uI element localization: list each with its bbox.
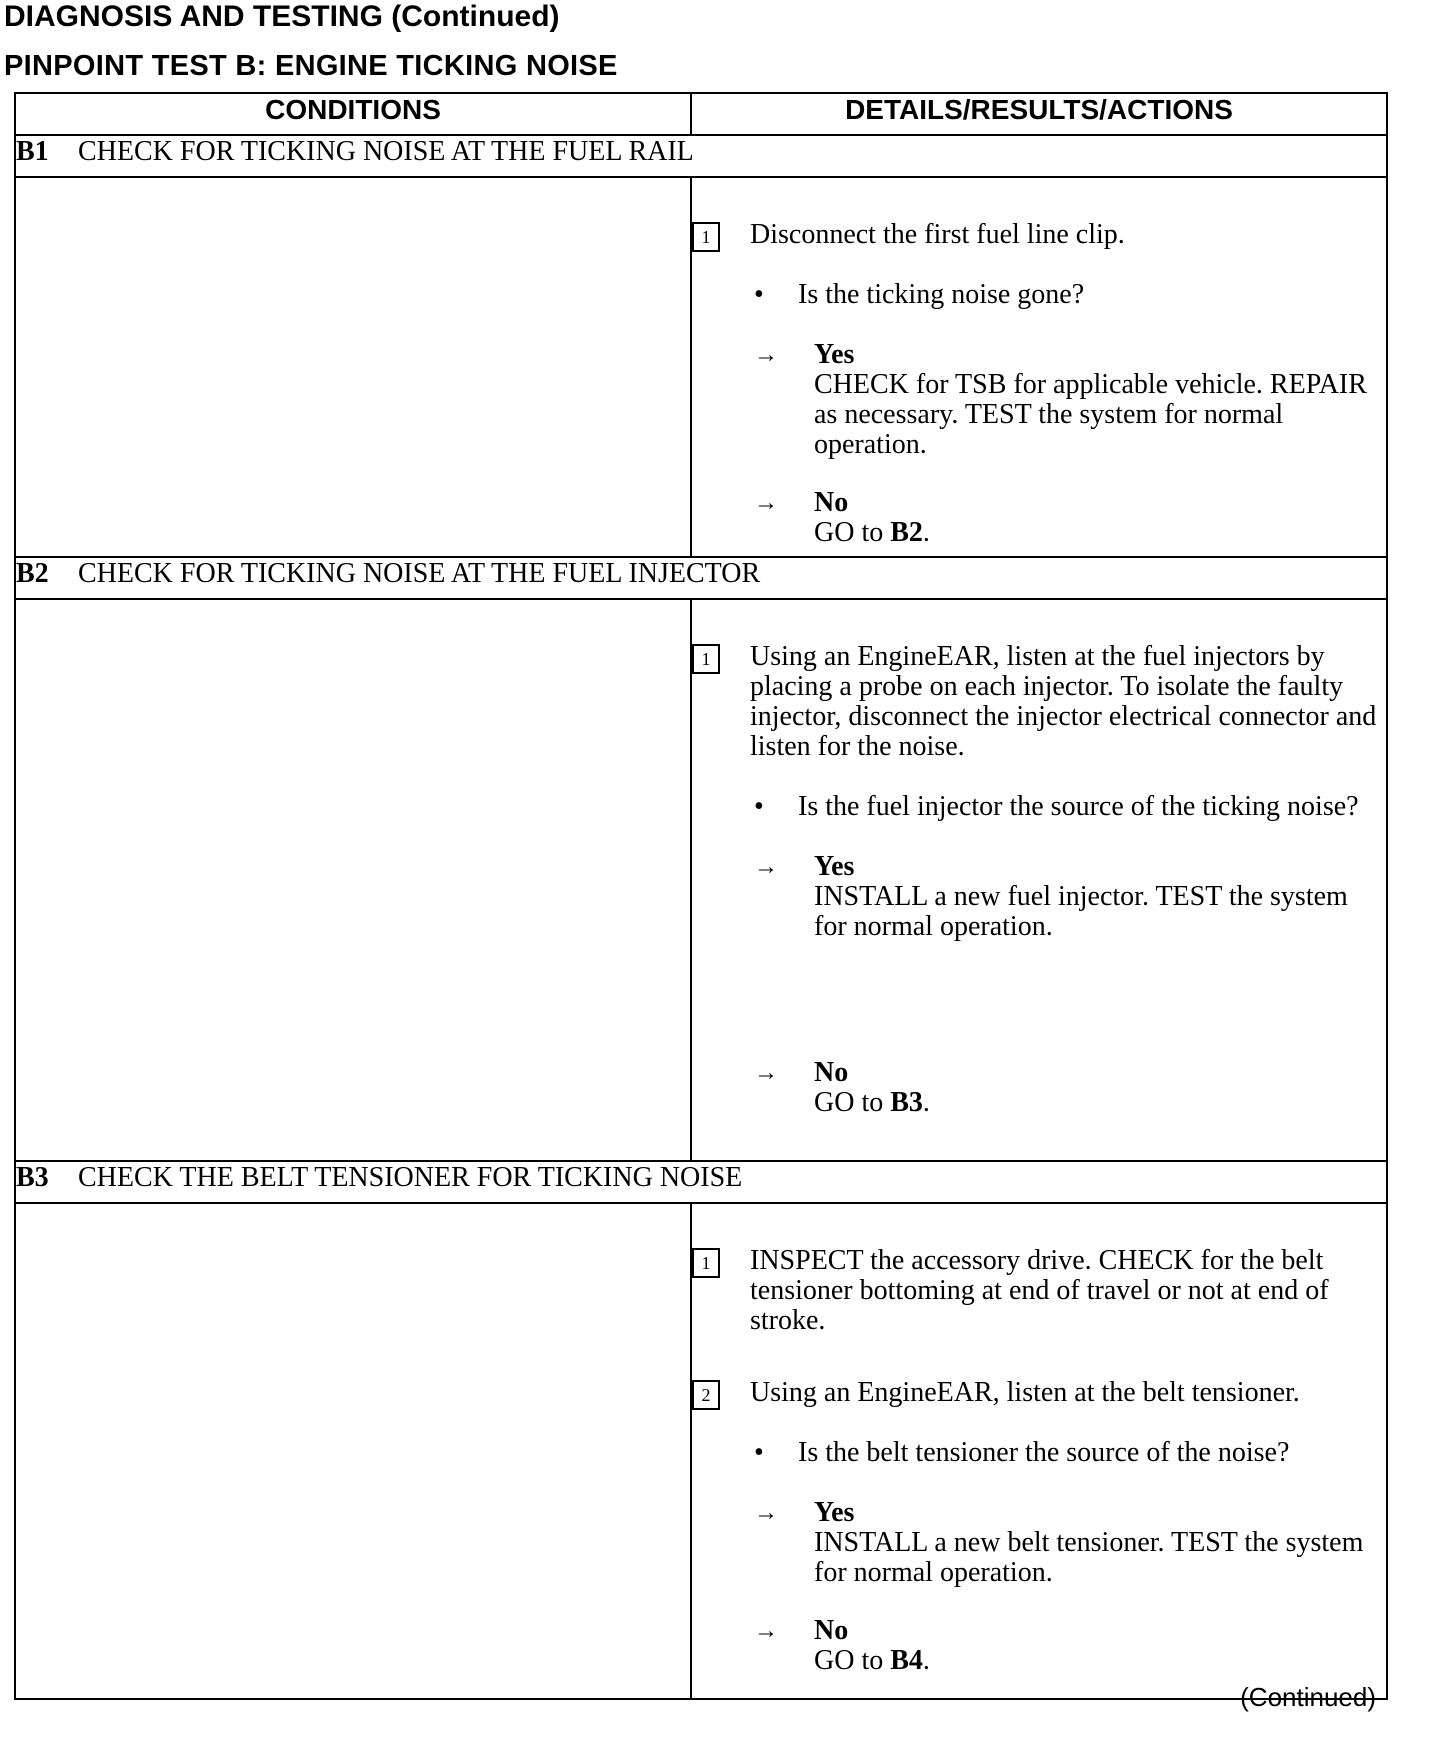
arrow-right-icon: → <box>754 1618 778 1644</box>
step-body-row <box>15 1203 1387 1699</box>
action-step <box>692 642 1386 762</box>
step-number-box: 1 <box>692 644 720 674</box>
no-result <box>692 488 1386 548</box>
no-text-prefix: GO to <box>814 1645 891 1676</box>
action-text: Using an EngineEAR, listen at the belt tensioner. <box>750 1377 1300 1408</box>
step-id: B3 <box>16 1162 49 1193</box>
arrow-right-icon: → <box>754 490 778 516</box>
conditions-header: CONDITIONS <box>15 93 691 135</box>
goto-step-link[interactable]: B2 <box>890 517 923 548</box>
step-number-box: 1 <box>692 1248 720 1278</box>
step-title-text: CHECK FOR TICKING NOISE AT THE FUEL INJECTOR <box>78 558 761 589</box>
bullet-icon: • <box>754 279 764 310</box>
step-id: B2 <box>16 558 49 589</box>
yes-result <box>692 340 1386 460</box>
no-text-prefix: GO to <box>814 517 891 548</box>
goto-step-link[interactable]: B4 <box>890 1645 923 1676</box>
header-row <box>15 93 1387 135</box>
yes-result <box>692 852 1386 942</box>
action-text: Disconnect the first fuel line clip. <box>750 219 1125 250</box>
no-label: No <box>814 1615 849 1646</box>
goto-step-link[interactable]: B3 <box>890 1087 923 1118</box>
conditions-cell <box>15 177 691 557</box>
no-text-suffix: . <box>922 517 930 548</box>
step-number-box: 2 <box>692 1380 720 1410</box>
no-result <box>692 1616 1386 1676</box>
step-body-row <box>15 177 1387 557</box>
bullet-icon: • <box>754 1437 764 1468</box>
arrow-right-icon: → <box>754 1500 778 1526</box>
yes-label: Yes <box>814 851 855 882</box>
step-id: B1 <box>16 136 49 167</box>
yes-label: Yes <box>814 1497 855 1528</box>
test-title: PINPOINT TEST B: ENGINE TICKING NOISE <box>4 50 618 82</box>
no-label: No <box>814 487 849 518</box>
step-number-box: 1 <box>692 222 720 252</box>
no-text-suffix: . <box>922 1645 930 1676</box>
details-header: DETAILS/RESULTS/ACTIONS <box>691 93 1387 135</box>
step-b2-title <box>15 557 1387 599</box>
pinpoint-test-table <box>14 92 1388 1700</box>
details-cell <box>691 177 1387 557</box>
no-result <box>692 1058 1386 1118</box>
step-b3-title <box>15 1161 1387 1203</box>
action-text: Using an EngineEAR, listen at the fuel injectors by placing a probe on each injector. To isolate the faulty injector, disconnect the injector electrical connector and listen for the noise. <box>750 641 1377 762</box>
section-title: DIAGNOSIS AND TESTING (Continued) <box>4 0 560 33</box>
yes-text: CHECK for TSB for applicable vehicle. REPAIR as necessary. TEST the system for normal operation. <box>814 369 1367 460</box>
step-title-row <box>15 1161 1387 1203</box>
no-text-suffix: . <box>922 1087 930 1118</box>
no-label: No <box>814 1057 849 1088</box>
step-title-row <box>15 557 1387 599</box>
question <box>692 1438 1386 1468</box>
step-title-text: CHECK FOR TICKING NOISE AT THE FUEL RAIL <box>78 136 694 167</box>
question <box>692 792 1386 822</box>
action-step <box>692 1246 1386 1336</box>
details-cell <box>691 599 1387 1161</box>
question <box>692 280 1386 310</box>
step-body-row <box>15 599 1387 1161</box>
action-step <box>692 220 1386 250</box>
step-b1-title <box>15 135 1387 177</box>
arrow-right-icon: → <box>754 342 778 368</box>
question-text: Is the belt tensioner the source of the noise? <box>798 1437 1290 1468</box>
details-cell <box>691 1203 1387 1699</box>
action-step <box>692 1378 1386 1408</box>
conditions-cell <box>15 1203 691 1699</box>
action-text: INSPECT the accessory drive. CHECK for the belt tensioner bottoming at end of travel or not at end of stroke. <box>750 1245 1329 1336</box>
continued-footer: (Continued) <box>1240 1682 1376 1712</box>
yes-label: Yes <box>814 339 855 370</box>
arrow-right-icon: → <box>754 1060 778 1086</box>
question-text: Is the fuel injector the source of the ticking noise? <box>798 791 1359 822</box>
arrow-right-icon: → <box>754 854 778 880</box>
bullet-icon: • <box>754 791 764 822</box>
conditions-cell <box>15 599 691 1161</box>
step-title-text: CHECK THE BELT TENSIONER FOR TICKING NOISE <box>78 1162 743 1193</box>
no-text-prefix: GO to <box>814 1087 891 1118</box>
yes-result <box>692 1498 1386 1588</box>
yes-text: INSTALL a new belt tensioner. TEST the system for normal operation. <box>814 1527 1364 1588</box>
question-text: Is the ticking noise gone? <box>798 279 1085 310</box>
yes-text: INSTALL a new fuel injector. TEST the system for normal operation. <box>814 881 1348 942</box>
step-title-row <box>15 135 1387 177</box>
